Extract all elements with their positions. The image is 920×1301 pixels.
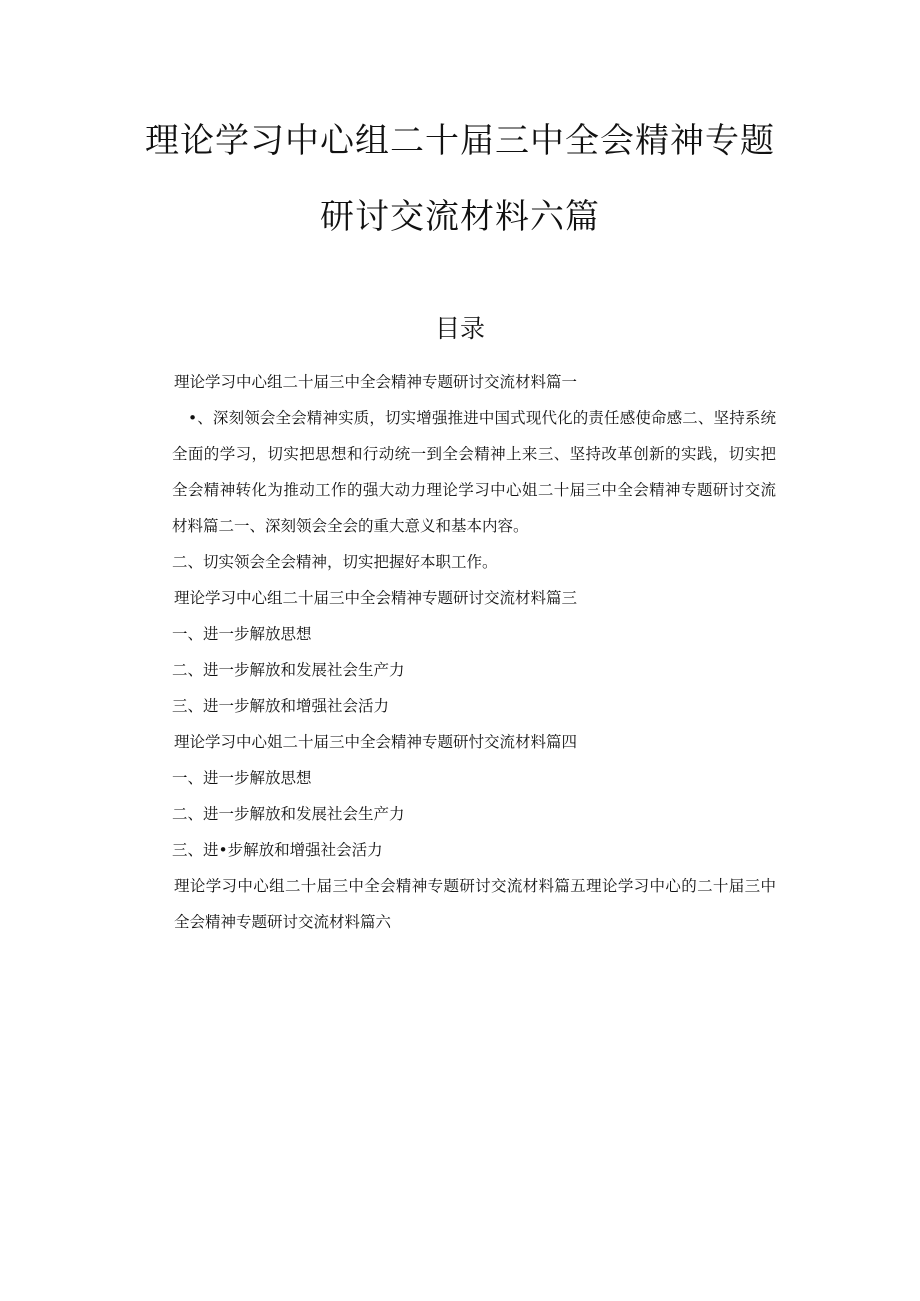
toc-entry-subitem: 二、进一步解放和发展社会生产力 [172, 805, 405, 823]
toc-heading: 目录 [434, 314, 485, 343]
toc-list [172, 364, 776, 940]
toc-entry-subitem: 三、进•步解放和增强社会活力 [172, 841, 383, 859]
toc-entry-heading-paragraph: 理论学习中心组二十届三中全会精神专题研讨交流材料篇五理论学习中心的二十届三中全会精神专题研讨交流材料篇六 [174, 877, 776, 931]
toc-entry-subitem: 二、进一步解放和发展社会生产力 [172, 661, 405, 679]
toc-entry-heading: 理论学习中心组二十届三中全会精神专题研讨交流材料篇一 [174, 373, 578, 391]
toc-entry-subitem: 二、切实领会全会精神，切实把握好本职工作。 [172, 553, 498, 571]
toc-entry-subitem: 一、进一步解放思想 [172, 769, 312, 787]
toc-entry-subitem: 一、进一步解放思想 [172, 625, 312, 643]
toc-entry-subitem: 三、进一步解放和增强社会活力 [172, 697, 390, 715]
toc-entry-paragraph: •、深刻领会全会精神实质，切实增强推进中国式现代化的责任感使命感二、坚持系统全面的学习，切实把思想和行动统一到全会精神上来三、坚持改革创新的实践，切实把全会精神转化为推动工作的强大动力理论学习中心姐二十届三中全会精神专题研讨交流材料篇二一、深刻领会全会的重大意义和基本内容。 [172, 409, 776, 535]
document-title-line-2: 研讨交流材料六篇 [320, 197, 600, 237]
document-title-line-1: 理论学习中心组二十届三中全会精神专题 [145, 121, 775, 161]
toc-entry-heading: 理论学习中心组二十届三中全会精神专题研讨交流材料篇三 [174, 589, 578, 607]
toc-entry-heading: 理论学习中心姐二十届三中全会精神专题研忖交流材料篇四 [174, 733, 578, 751]
